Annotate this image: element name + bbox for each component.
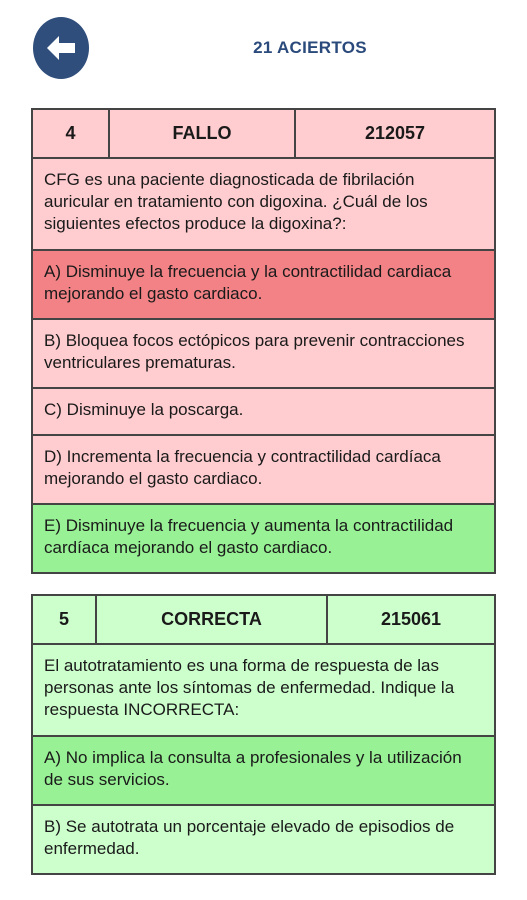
- question-card: [31, 108, 496, 574]
- option-e[interactable]: E) Disminuye la frecuencia y aumenta la contractilidad cardíaca mejorando el gasto cardiaco.: [33, 503, 494, 572]
- question-number: 4: [65, 123, 76, 143]
- question-number: 5: [58, 609, 69, 629]
- option-a[interactable]: A) No implica la consulta a profesionales y la utilización de sus servicios.: [33, 735, 494, 804]
- question-result: CORRECTA: [95, 596, 326, 643]
- score-title: 21 ACIERTOS: [253, 38, 367, 57]
- question-text: CFG es una paciente diagnosticada de fibrilación auricular en tratamiento con digoxina. ¿Cuál de los siguientes efectos produce la digoxina?:: [33, 157, 494, 249]
- question-header: [33, 596, 494, 643]
- option-d[interactable]: D) Incrementa la frecuencia y contractilidad cardíaca mejorando el gasto cardiaco.: [33, 434, 494, 503]
- option-a[interactable]: A) Disminuye la frecuencia y la contractilidad cardiaca mejorando el gasto cardiaco.: [33, 249, 494, 318]
- option-b[interactable]: B) Bloquea focos ectópicos para prevenir contracciones ventriculares prematuras.: [33, 318, 494, 387]
- questions-list[interactable]: [0, 108, 527, 858]
- question-code: 215061: [326, 596, 494, 643]
- question-card: [31, 594, 496, 875]
- question-result: FALLO: [108, 110, 294, 157]
- arrow-left-icon: [44, 33, 78, 63]
- question-code: 212057: [294, 110, 494, 157]
- option-b[interactable]: B) Se autotrata un porcentaje elevado de episodios de enfermedad.: [33, 804, 494, 873]
- back-button[interactable]: [33, 17, 89, 79]
- question-text: El autotratamiento es una forma de respuesta de las personas ante los síntomas de enfermedad. Indique la respuesta INCORRECTA:: [33, 643, 494, 735]
- option-c[interactable]: C) Disminuye la poscarga.: [33, 387, 494, 434]
- header: [0, 0, 527, 100]
- question-header: [33, 110, 494, 157]
